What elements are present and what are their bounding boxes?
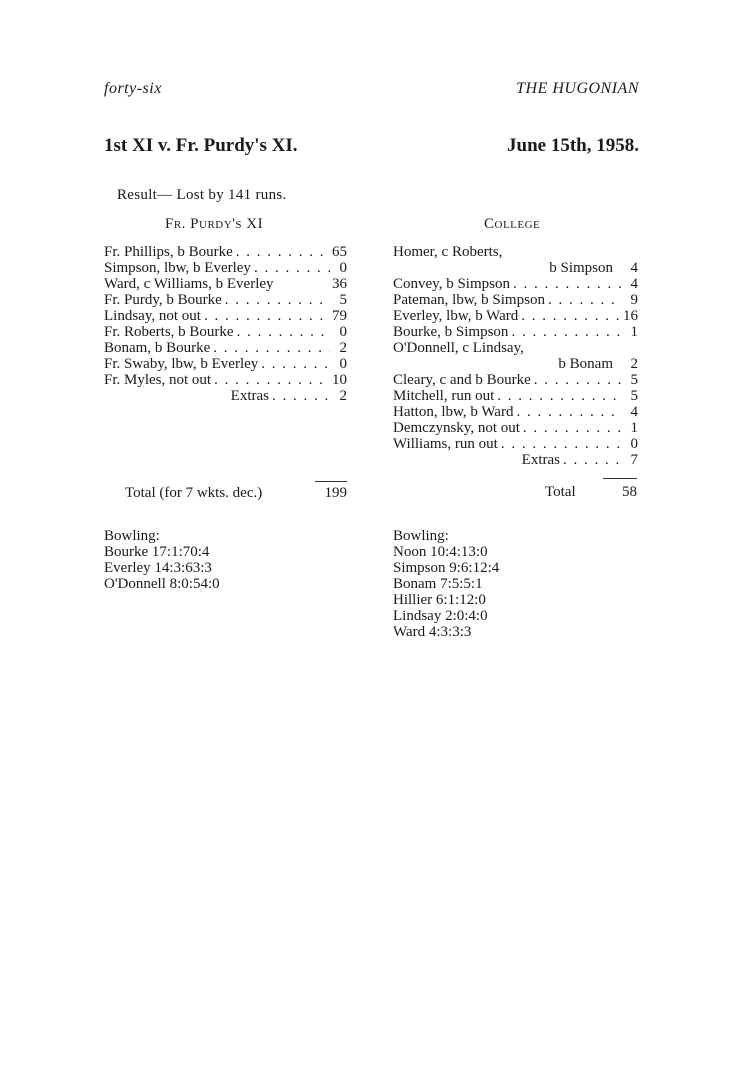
bowling-label: Bowling: — [104, 528, 160, 544]
total-label: Total — [545, 484, 576, 500]
bowling-label: Bowling: — [393, 528, 449, 544]
batting-row: Mitchell, run out . . . 5 — [393, 388, 638, 404]
batting-row: Hatton, lbw, b Ward . . . 4 — [393, 404, 638, 420]
bowling-figure: O'Donnell 8:0:54:0 — [104, 576, 220, 592]
publication-title: THE HUGONIAN — [516, 80, 639, 97]
running-header — [104, 80, 639, 98]
purdys-bowling — [104, 528, 220, 592]
match-date: June 15th, 1958. — [507, 135, 639, 156]
bowling-figure: Everley 14:3:63:3 — [104, 560, 212, 576]
batting-row: Bourke, b Simpson . . . 1 — [393, 324, 638, 340]
match-heading — [104, 135, 639, 157]
batting-row: Bonam, b Bourke . . . 2 — [104, 340, 347, 356]
batting-row: Ward, c Williams, b Everley 36 — [104, 276, 347, 292]
total-value: 199 — [324, 485, 347, 501]
batting-row: Williams, run out . . . 0 — [393, 436, 638, 452]
bowling-figure: Bonam 7:5:5:1 — [393, 576, 483, 592]
total-value: 58 — [622, 484, 637, 500]
batting-row: Demczynsky, not out . . . 1 — [393, 420, 638, 436]
batting-row: Homer, c Roberts, — [393, 244, 503, 260]
batting-row: Cleary, c and b Bourke . . . 5 — [393, 372, 638, 388]
bowling-figure: Bourke 17:1:70:4 — [104, 544, 210, 560]
match-result: Result— Lost by 141 runs. — [117, 187, 287, 203]
batting-row: Fr. Roberts, b Bourke . . . 0 — [104, 324, 347, 340]
batting-row-continued: b Simpson 4 — [549, 260, 638, 276]
bowling-figure: Hillier 6:1:12:0 — [393, 592, 486, 608]
bowling-figure: Noon 10:4:13:0 — [393, 544, 488, 560]
extras-row: Extras . . . 7 — [393, 452, 638, 468]
batting-row: Convey, b Simpson . . . 4 — [393, 276, 638, 292]
bowling-figure: Ward 4:3:3:3 — [393, 624, 472, 640]
batting-row: Fr. Myles, not out . . . 10 — [104, 372, 347, 388]
college-bowling — [393, 528, 499, 640]
batting-row: Lindsay, not out . . . 79 — [104, 308, 347, 324]
bowling-figure: Simpson 9:6:12:4 — [393, 560, 500, 576]
total-rule-purdys — [315, 481, 347, 482]
page-number-label: forty-six — [104, 80, 162, 97]
total-row-college — [545, 484, 637, 501]
total-label: Total (for 7 wkts. dec.) — [125, 485, 263, 501]
batting-row: Simpson, lbw, b Everley . . . 0 — [104, 260, 347, 276]
bowling-figure: Lindsay 2:0:4:0 — [393, 608, 488, 624]
batting-row: O'Donnell, c Lindsay, — [393, 340, 524, 356]
college-batting — [393, 244, 638, 468]
extras-row: Extras . . . 2 — [104, 388, 347, 404]
batting-row-continued: b Bonam 2 — [558, 356, 638, 372]
batting-row: Pateman, lbw, b Simpson . . . 9 — [393, 292, 638, 308]
batting-row: Fr. Phillips, b Bourke . . . 65 — [104, 244, 347, 260]
total-rule-college — [603, 478, 637, 479]
purdys-batting — [104, 244, 347, 404]
team-title-college: College — [484, 216, 541, 232]
team-title-purdys: Fr. Purdy's XI — [165, 216, 264, 232]
batting-row: Fr. Purdy, b Bourke . . . 5 — [104, 292, 347, 308]
match-title: 1st XI v. Fr. Purdy's XI. — [104, 135, 298, 156]
total-row-purdys — [125, 485, 347, 502]
batting-row: Everley, lbw, b Ward . . . 16 — [393, 308, 638, 324]
batting-row: Fr. Swaby, lbw, b Everley . . . 0 — [104, 356, 347, 372]
